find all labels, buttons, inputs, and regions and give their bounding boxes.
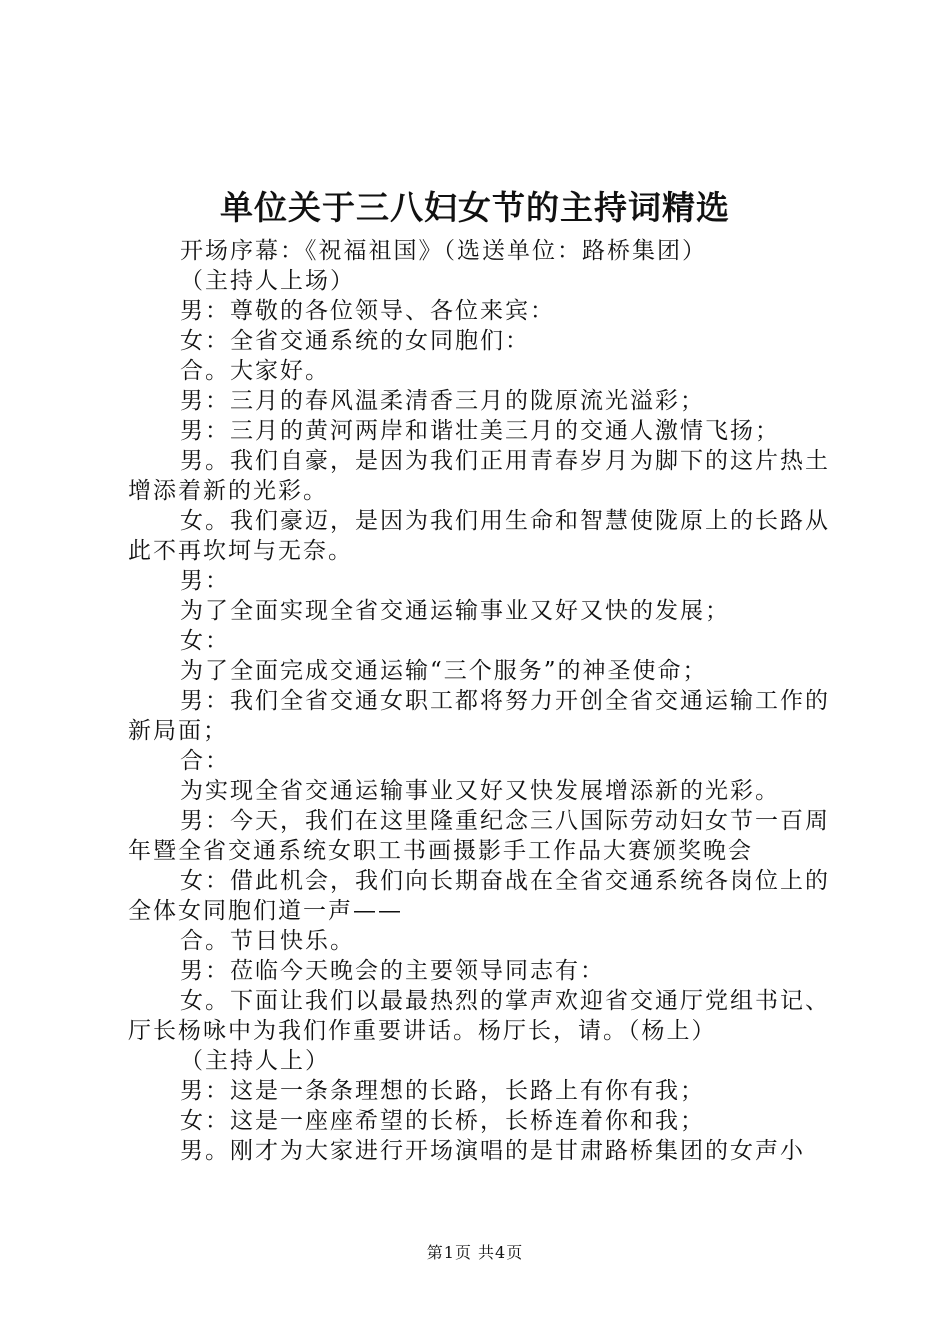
paragraph: （主持人上） xyxy=(180,1048,330,1074)
paragraph: 女：借此机会，我们向长期奋战在全省交通系统各岗位上的全体女同胞们道一声—— xyxy=(128,868,830,924)
paragraph: 男：这是一条条理想的长路，长路上有你有我； xyxy=(180,1078,705,1104)
paragraph: 女： xyxy=(180,628,230,654)
paragraph: 女：这是一座座希望的长桥，长桥连着你和我； xyxy=(180,1108,705,1134)
paragraph: 男：莅临今天晚会的主要领导同志有： xyxy=(180,958,605,984)
paragraph: 男。刚才为大家进行开场演唱的是甘肃路桥集团的女声小 xyxy=(180,1138,805,1164)
paragraph: 男：我们全省交通女职工都将努力开创全省交通运输工作的新局面； xyxy=(128,688,830,744)
paragraph: 男：三月的春风温柔清香三月的陇原流光溢彩； xyxy=(180,388,705,414)
paragraph: 女。我们豪迈，是因为我们用生命和智慧使陇原上的长路从此不再坎坷与无奈。 xyxy=(128,508,830,564)
paragraph: 男：今天，我们在这里隆重纪念三八国际劳动妇女节一百周年暨全省交通系统女职工书画摄影手工作品大赛颁奖晚会 xyxy=(128,808,830,864)
paragraph: 男： xyxy=(180,568,230,594)
paragraph: 男：三月的黄河两岸和谐壮美三月的交通人激情飞扬； xyxy=(180,418,780,444)
paragraph: （主持人上场） xyxy=(180,268,355,294)
paragraph: 为了全面完成交通运输“三个服务”的神圣使命； xyxy=(180,658,708,684)
document-title: 单位关于三八妇女节的主持词精选 xyxy=(220,188,730,227)
paragraph: 为实现全省交通运输事业又好又快发展增添新的光彩。 xyxy=(180,778,780,804)
page-number-footer: 第1页 共4页 xyxy=(426,1243,524,1262)
paragraph: 女：全省交通系统的女同胞们： xyxy=(180,328,530,354)
paragraph: 为了全面实现全省交通运输事业又好又快的发展； xyxy=(180,598,730,624)
paragraph: 合。大家好。 xyxy=(180,358,330,384)
paragraph: 男：尊敬的各位领导、各位来宾： xyxy=(180,298,555,324)
paragraph: 合： xyxy=(180,748,230,774)
paragraph: 开场序幕：《祝福祖国》（选送单位：路桥集团） xyxy=(180,238,707,264)
paragraph: 合。节日快乐。 xyxy=(180,928,355,954)
paragraph: 女。下面让我们以最最热烈的掌声欢迎省交通厅党组书记、厅长杨咏中为我们作重要讲话。杨厅长，请。（杨上） xyxy=(128,988,830,1044)
paragraph: 男。我们自豪，是因为我们正用青春岁月为脚下的这片热土增添着新的光彩。 xyxy=(128,448,830,504)
document-body xyxy=(128,236,848,1166)
